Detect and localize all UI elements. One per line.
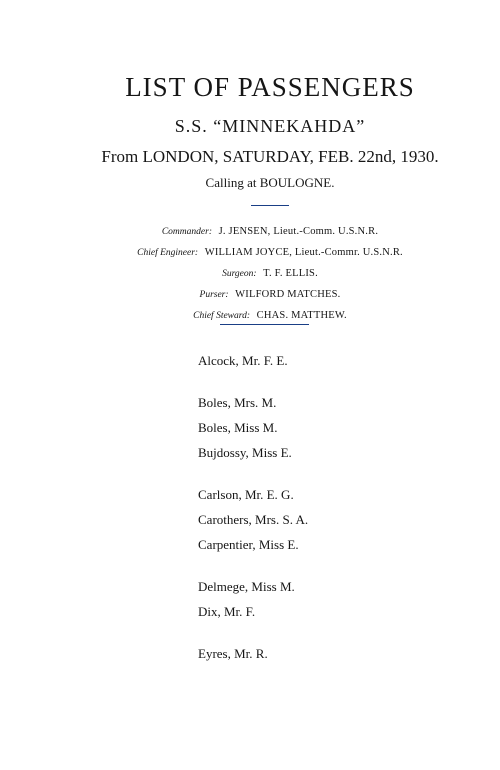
officer-name: T. F. ELLIS. xyxy=(263,268,318,279)
officer-role: Commander: xyxy=(161,227,212,237)
passenger-entry: Carpentier, Miss E. xyxy=(198,537,299,552)
officer-row-chief-engineer xyxy=(0,242,500,263)
passenger-group-d xyxy=(198,578,458,621)
officer-row-chief-steward xyxy=(0,305,500,326)
officer-name: WILFORD MATCHES. xyxy=(235,289,341,300)
sailing-info: From LONDON, SATURDAY, FEB. 22nd, 1930. xyxy=(101,147,439,166)
passenger-group-e xyxy=(198,645,458,663)
passenger-list xyxy=(198,352,458,687)
passenger-group-c xyxy=(198,486,458,554)
passenger-group-a xyxy=(198,352,458,370)
passenger-entry: Eyres, Mr. R. xyxy=(198,646,268,661)
passenger-entry: Dix, Mr. F. xyxy=(198,604,256,619)
ship-name: S.S. “MINNEKAHDA” xyxy=(174,116,366,136)
officer-row-purser xyxy=(0,284,500,305)
passenger-entry: Carothers, Mrs. S. A. xyxy=(198,512,309,527)
passenger-entry: Delmege, Miss M. xyxy=(198,579,295,594)
officer-role: Chief Steward: xyxy=(193,311,251,321)
passenger-entry: Alcock, Mr. F. E. xyxy=(198,353,288,368)
officer-name: WILLIAM JOYCE, Lieut.-Commr. U.S.N.R. xyxy=(204,247,403,258)
passenger-entry: Boles, Miss M. xyxy=(198,420,278,435)
top-divider-rule xyxy=(251,205,289,206)
officer-name: CHAS. MATTHEW. xyxy=(256,310,347,321)
officers-list xyxy=(0,221,500,326)
passenger-group-b xyxy=(198,394,458,462)
calling-port: Calling at BOULOGNE. xyxy=(205,175,335,190)
officer-role: Purser: xyxy=(199,290,229,300)
officer-role: Chief Engineer: xyxy=(137,248,199,258)
passenger-entry: Boles, Mrs. M. xyxy=(198,395,277,410)
officer-row-commander xyxy=(0,221,500,242)
passenger-entry: Bujdossy, Miss E. xyxy=(198,445,292,460)
bottom-divider-rule xyxy=(220,324,309,325)
officer-role: Surgeon: xyxy=(222,269,257,279)
officer-row-surgeon xyxy=(0,263,500,284)
officer-name: J. JENSEN, Lieut.-Comm. U.S.N.R. xyxy=(218,226,379,237)
passenger-entry: Carlson, Mr. E. G. xyxy=(198,487,294,502)
page-title: LIST OF PASSENGERS xyxy=(125,72,415,102)
